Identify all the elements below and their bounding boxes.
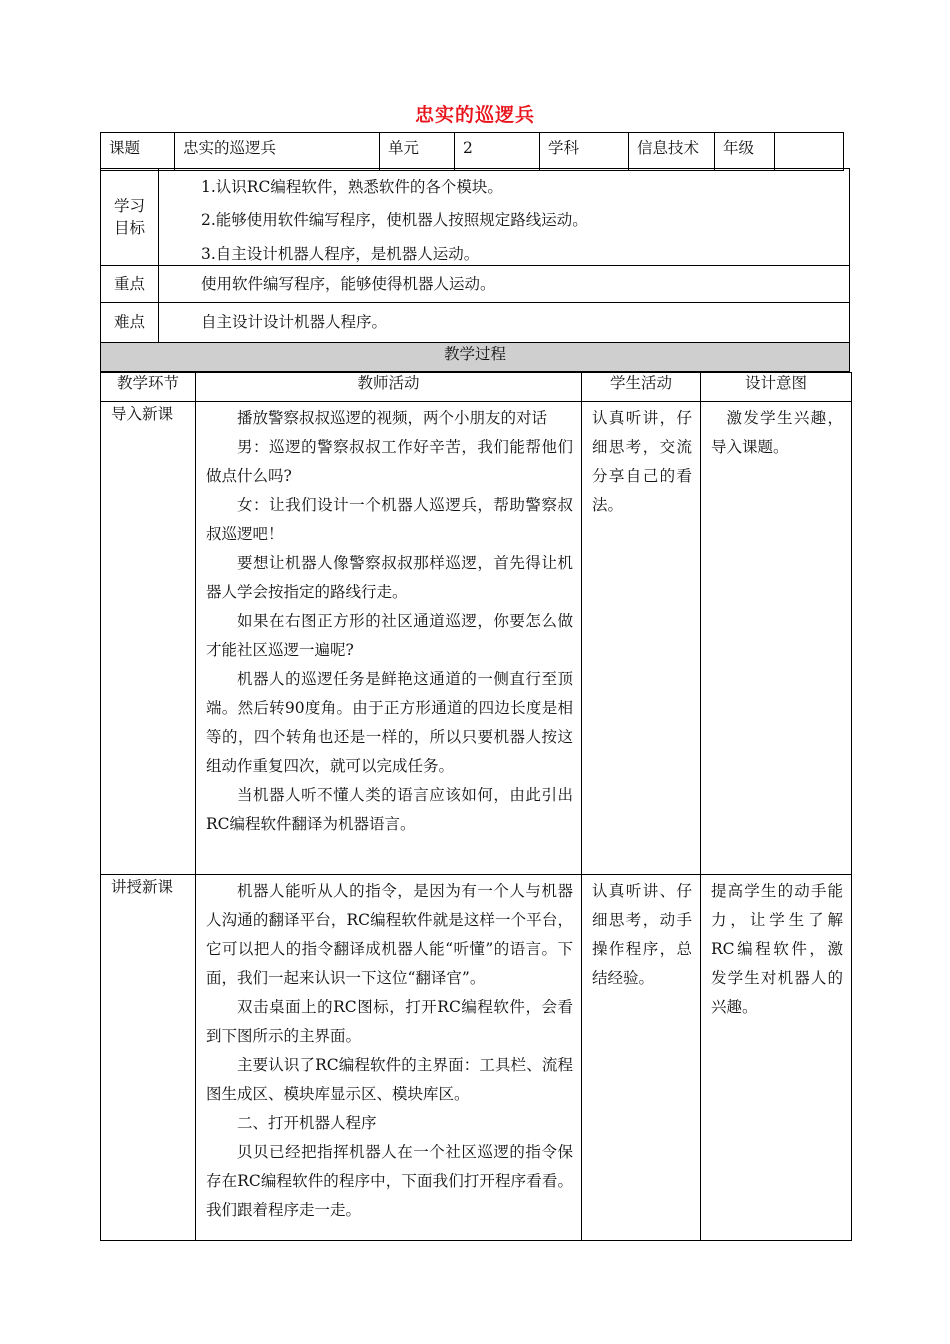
design-intent-text: 激发学生兴趣，导入课题。 (711, 409, 843, 456)
teacher-paragraph: 双击桌面上的RC图标，打开RC编程软件，会看到下图所示的主界面。 (206, 998, 573, 1045)
key-point-text: 使用软件编写程序，能够使得机器人运动。 (201, 275, 496, 293)
goal-item: 2.能够使用软件编写程序，使机器人按照规定路线运动。 (201, 211, 588, 229)
column-header-student: 学生活动 (582, 373, 701, 402)
goal-item: 3.自主设计机器人程序，是机器人运动。 (201, 245, 480, 263)
teacher-paragraph: 女：让我们设计一个机器人巡逻兵，帮助警察叔叔巡逻吧！ (206, 496, 573, 543)
teacher-paragraph: 要想让机器人像警察叔叔那样巡逻，首先得让机器人学会按指定的路线行走。 (206, 554, 573, 601)
process-table (100, 372, 852, 1241)
process-column-headers (101, 373, 852, 402)
column-header-teacher: 教师活动 (196, 373, 582, 402)
goals-section (100, 168, 850, 266)
process-title: 教学过程 (100, 342, 850, 372)
student-activity-cell (582, 402, 701, 875)
difficulty-section (100, 302, 850, 343)
teacher-paragraph: 如果在右图正方形的社区通道巡逻，你要怎么做才能社区巡逻一遍呢? (206, 612, 573, 659)
student-activity-text: 认真听讲，仔细思考，交流分享自己的看法。 (592, 409, 692, 514)
stage-cell: 讲授新课 (101, 875, 196, 1241)
student-activity-cell (582, 875, 701, 1241)
difficulty-text: 自主设计设计机器人程序。 (201, 313, 388, 331)
subject-value: 信息技术 (629, 133, 715, 171)
unit-label: 单元 (380, 133, 455, 171)
column-header-stage: 教学环节 (101, 373, 196, 402)
teacher-paragraph: 播放警察叔叔巡逻的视频，两个小朋友的对话 (237, 409, 548, 427)
subject-label: 学科 (540, 133, 629, 171)
lesson-info-table (100, 132, 844, 171)
teacher-paragraph: 当机器人听不懂人类的语言应该如何，由此引出RC编程软件翻译为机器语言。 (206, 786, 573, 833)
teacher-paragraph: 贝贝已经把指挥机器人在一个社区巡逻的指令保存在RC编程软件的程序中，下面我们打开程序看看。我们跟着程序走一走。 (206, 1143, 573, 1219)
unit-value: 2 (455, 133, 540, 171)
key-point-section (100, 265, 850, 303)
teacher-activity-cell (196, 402, 582, 875)
student-activity-text: 认真听讲、仔细思考，动手操作程序，总结经验。 (592, 882, 692, 987)
goal-item: 1.认识RC编程软件，熟悉软件的各个模块。 (201, 178, 503, 196)
topic-value: 忠实的巡逻兵 (175, 133, 380, 171)
topic-label: 课题 (101, 133, 175, 171)
key-point-label: 重点 (101, 266, 159, 302)
goals-label-line2: 目标 (113, 219, 145, 237)
goals-label-line1: 学习 (113, 197, 145, 215)
grade-label: 年级 (715, 133, 775, 171)
design-intent-cell (701, 402, 852, 875)
design-intent-text: 提高学生的动手能力，让学生了解RC编程软件，激发学生对机器人的兴趣。 (711, 882, 843, 1016)
teacher-paragraph: 男：巡逻的警察叔叔工作好辛苦，我们能帮他们做点什么吗? (206, 438, 573, 485)
table-row (101, 875, 852, 1241)
design-intent-cell (701, 875, 852, 1241)
table-row (101, 402, 852, 875)
column-header-intent: 设计意图 (701, 373, 852, 402)
difficulty-label: 难点 (101, 303, 159, 342)
stage-cell: 导入新课 (101, 402, 196, 875)
teacher-paragraph: 主要认识了RC编程软件的主界面：工具栏、流程图生成区、模块库显示区、模块库区。 (206, 1056, 573, 1103)
document-title: 忠实的巡逻兵 (414, 104, 535, 126)
teacher-paragraph: 二、打开机器人程序 (237, 1114, 377, 1132)
grade-value (775, 133, 844, 171)
teacher-paragraph: 机器人的巡逻任务是鲜艳这通道的一侧直行至顶端。然后转90度角。由于正方形通道的四边长度是相等的，四个转角也还是一样的，所以只要机器人按这组动作重复四次，就可以完成任务。 (206, 670, 573, 775)
lesson-info-row (101, 133, 844, 171)
goals-label (101, 169, 159, 265)
teacher-paragraph: 机器人能听从人的指令，是因为有一个人与机器人沟通的翻译平台，RC编程软件就是这样一个平台，它可以把人的指令翻译成机器人能“听懂”的语言。下面，我们一起来认识一下这位“翻译官”。 (206, 882, 573, 987)
teacher-activity-cell (196, 875, 582, 1241)
